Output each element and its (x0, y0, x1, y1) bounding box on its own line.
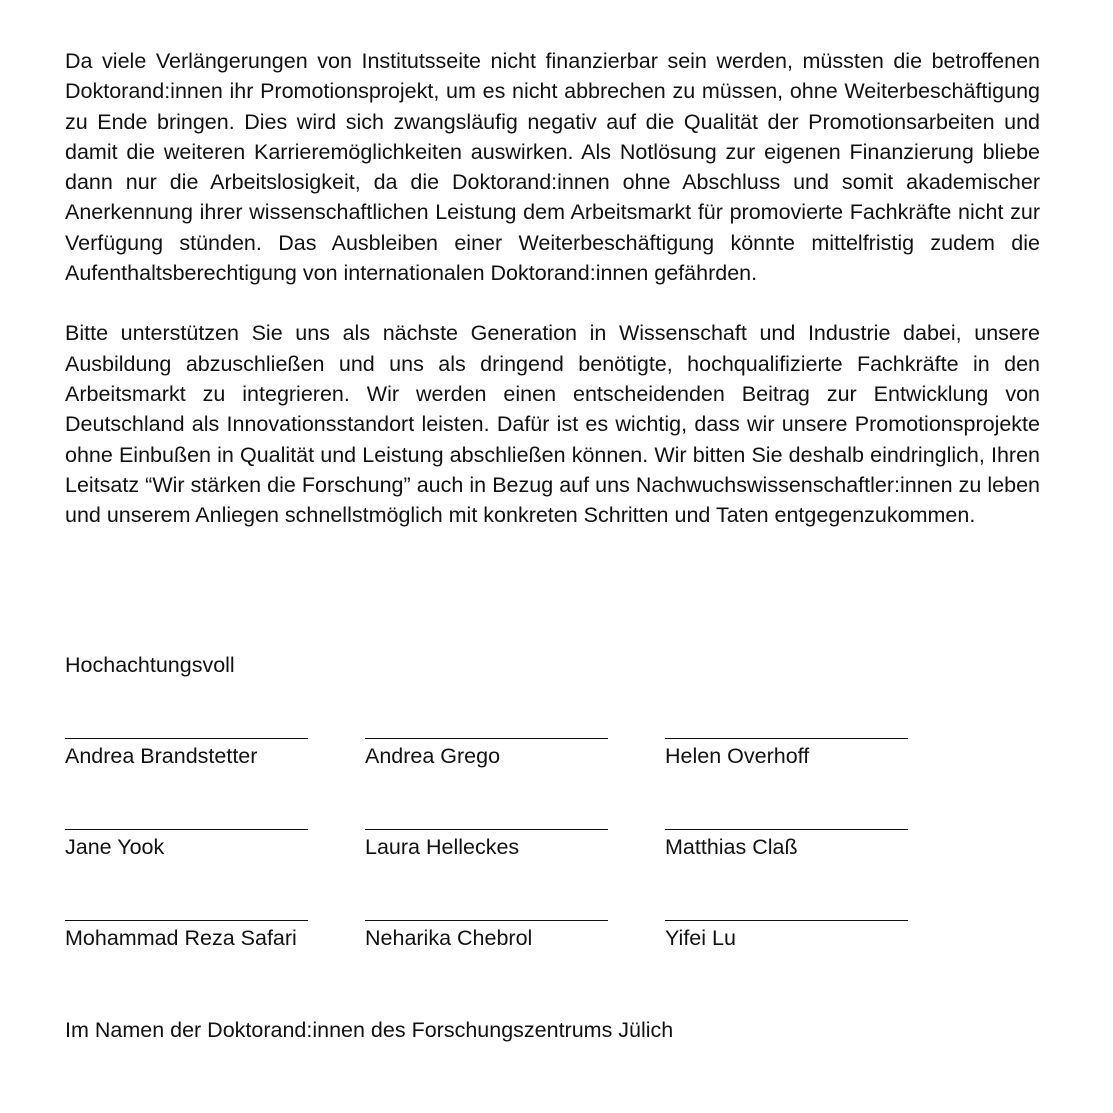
signature-block (65, 708, 965, 981)
paragraph-financing: Da viele Verlängerungen von Institutsseite nicht finanzierbar sein werden, müssten die betroffenen Doktorand:innen ihr Promotionsprojekt, um es nicht abbrechen zu müssen, ohne Weiterbeschäftigung zu Ende bringen. Dies wird sich zwangsläufig negativ auf die Qualität der Promotionsarbeiten und damit die weiteren Karrieremöglichkeiten auswirken. Als Notlösung zur eigenen Finanzierung bliebe dann nur die Arbeitslosigkeit, da die Doktorand:innen ohne Abschluss und somit akademischer Anerkennung ihrer wissenschaftlichen Leistung dem Arbeitsmarkt für promovierte Fachkräfte nicht zur Verfügung stünden. Das Ausbleiben einer Weiterbeschäftigung könnte mittelfristig zudem die Aufenthaltsberechtigung von internationalen Doktorand:innen gefährden. (65, 49, 1040, 286)
signature-line (65, 829, 308, 830)
signature-line (65, 920, 308, 921)
signature-entry (365, 799, 665, 890)
signature-line (665, 738, 908, 739)
letter-body (65, 46, 1040, 530)
signature-line (665, 829, 908, 830)
closing-salutation: Hochachtungsvoll (65, 653, 235, 677)
signature-entry (65, 799, 365, 890)
signature-row (65, 890, 965, 981)
signature-line (365, 738, 608, 739)
signatory-name: Jane Yook (65, 835, 165, 859)
signatory-name: Yifei Lu (665, 926, 736, 950)
footer-attribution: Im Namen der Doktorand:innen des Forschungszentrums Jülich (65, 1018, 674, 1042)
signature-entry (665, 799, 965, 890)
signatory-name: Matthias Claß (665, 835, 798, 859)
signature-entry (65, 890, 365, 981)
signature-entry (365, 890, 665, 981)
signature-entry (365, 708, 665, 799)
signatory-name: Helen Overhoff (665, 744, 810, 768)
signature-line (365, 920, 608, 921)
signature-entry (65, 708, 365, 799)
signature-entry (665, 708, 965, 799)
signatory-name: Neharika Chebrol (365, 926, 533, 950)
signature-row (65, 799, 965, 890)
signatory-name: Laura Helleckes (365, 835, 520, 859)
signature-line (65, 738, 308, 739)
signatory-name: Mohammad Reza Safari (65, 926, 297, 950)
signature-row (65, 708, 965, 799)
signatory-name: Andrea Brandstetter (65, 744, 258, 768)
signature-entry (665, 890, 965, 981)
signature-line (365, 829, 608, 830)
paragraph-appeal: Bitte unterstützen Sie uns als nächste Generation in Wissenschaft und Industrie dabei, unsere Ausbildung abzuschließen und uns als dringend benötigte, hochqualifizierte Fachkräfte in den Arbeitsmarkt zu integrieren. Wir werden einen entscheidenden Beitrag zur Entwicklung von Deutschland als Innovationsstandort leisten. Dafür ist es wichtig, dass wir unsere Promotionsprojekte ohne Einbußen in Qualität und Leistung abschließen können. Wir bitten Sie deshalb eindringlich, Ihren Leitsatz “Wir stärken die Forschung” auch in Bezug auf uns Nachwuchswissenschaftler:innen zu leben und unserem Anliegen schnellstmöglich mit konkreten Schritten und Taten entgegenzukommen. (65, 321, 1040, 528)
signatory-name: Andrea Grego (365, 744, 501, 768)
signature-line (665, 920, 908, 921)
